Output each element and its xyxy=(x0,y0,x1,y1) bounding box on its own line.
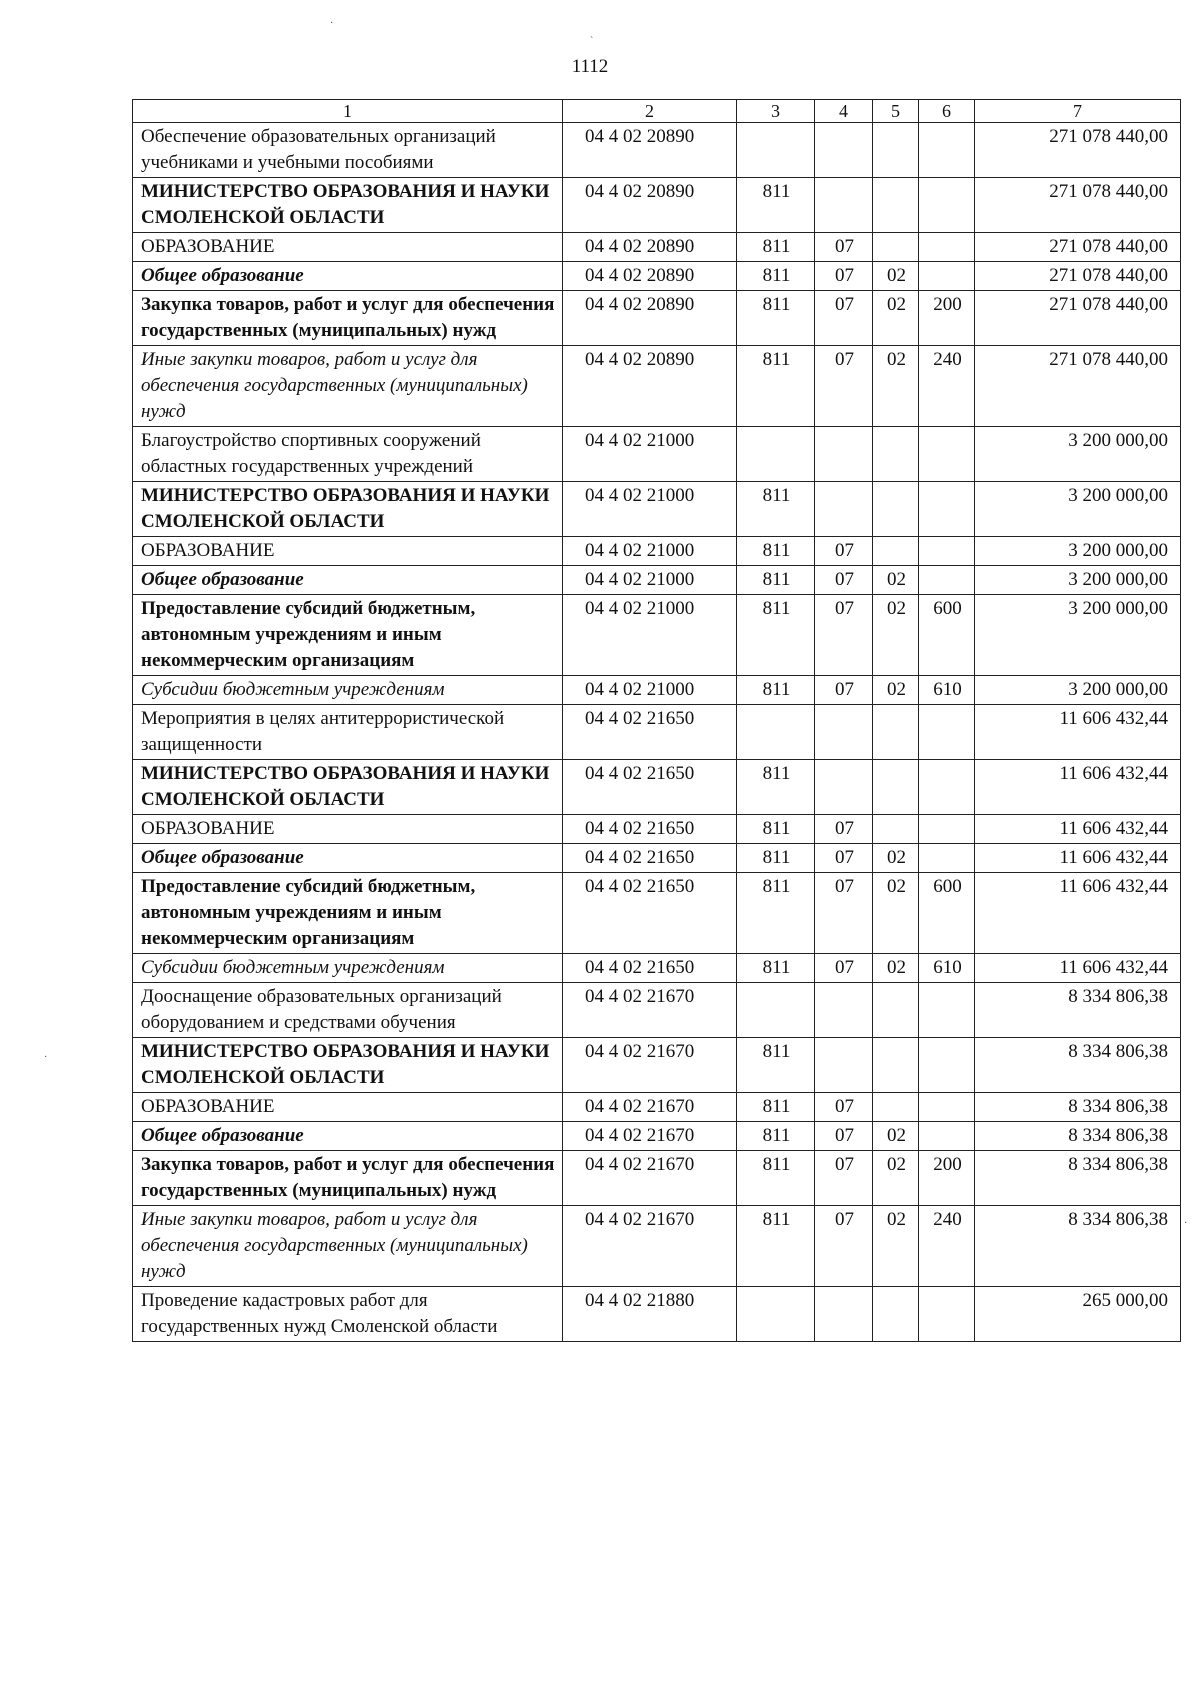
column-number-row xyxy=(133,100,1181,123)
ministry-code: 811 xyxy=(737,873,815,954)
section-code: 07 xyxy=(815,537,873,566)
amount-value: 11 606 432,44 xyxy=(975,954,1181,983)
expense-type-code: 610 xyxy=(919,676,975,705)
target-article-code: 04 4 02 20890 xyxy=(563,291,737,346)
subsection-code: 02 xyxy=(873,1206,919,1287)
target-article-code: 04 4 02 21670 xyxy=(563,983,737,1038)
subsection-code: 02 xyxy=(873,346,919,427)
expense-type-code xyxy=(919,537,975,566)
target-article-code: 04 4 02 20890 xyxy=(563,233,737,262)
ministry-code: 811 xyxy=(737,233,815,262)
subsection-code: 02 xyxy=(873,566,919,595)
amount-value: 271 078 440,00 xyxy=(975,291,1181,346)
section-code: 07 xyxy=(815,262,873,291)
scan-speck: · xyxy=(44,1052,48,1063)
target-article-code: 04 4 02 21670 xyxy=(563,1093,737,1122)
amount-value: 11 606 432,44 xyxy=(975,873,1181,954)
amount-value: 3 200 000,00 xyxy=(975,537,1181,566)
table-row xyxy=(133,262,1181,291)
table-row xyxy=(133,595,1181,676)
expense-type-code xyxy=(919,760,975,815)
section-code xyxy=(815,1287,873,1342)
ministry-code xyxy=(737,123,815,178)
amount-value: 3 200 000,00 xyxy=(975,676,1181,705)
expense-type-code xyxy=(919,482,975,537)
target-article-code: 04 4 02 21000 xyxy=(563,427,737,482)
ministry-code: 811 xyxy=(737,566,815,595)
expense-type-code: 600 xyxy=(919,595,975,676)
ministry-code: 811 xyxy=(737,1038,815,1093)
target-article-code: 04 4 02 20890 xyxy=(563,346,737,427)
subsection-code xyxy=(873,1038,919,1093)
expense-type-code: 240 xyxy=(919,1206,975,1287)
table-row xyxy=(133,1151,1181,1206)
expense-type-code: 240 xyxy=(919,346,975,427)
column-number: 5 xyxy=(873,100,919,123)
column-number: 7 xyxy=(975,100,1181,123)
table-row xyxy=(133,233,1181,262)
scan-speck: · xyxy=(1184,1218,1188,1229)
target-article-code: 04 4 02 21000 xyxy=(563,676,737,705)
amount-value: 11 606 432,44 xyxy=(975,705,1181,760)
row-name: Благоустройство спортивных сооружений областных государственных учреждений xyxy=(133,427,563,482)
amount-value: 271 078 440,00 xyxy=(975,262,1181,291)
ministry-code: 811 xyxy=(737,482,815,537)
expense-type-code: 200 xyxy=(919,1151,975,1206)
expense-type-code xyxy=(919,262,975,291)
column-number: 1 xyxy=(133,100,563,123)
section-code: 07 xyxy=(815,1122,873,1151)
expense-type-code xyxy=(919,1093,975,1122)
expense-type-code xyxy=(919,983,975,1038)
row-name: Предоставление субсидий бюджетным, автономным учреждениям и иным некоммерческим организациям xyxy=(133,595,563,676)
section-code xyxy=(815,760,873,815)
table-row xyxy=(133,983,1181,1038)
target-article-code: 04 4 02 20890 xyxy=(563,123,737,178)
amount-value: 271 078 440,00 xyxy=(975,178,1181,233)
table-row xyxy=(133,1206,1181,1287)
column-number: 4 xyxy=(815,100,873,123)
section-code xyxy=(815,983,873,1038)
expense-type-code xyxy=(919,178,975,233)
amount-value: 3 200 000,00 xyxy=(975,427,1181,482)
section-code: 07 xyxy=(815,291,873,346)
table-row xyxy=(133,1038,1181,1093)
subsection-code: 02 xyxy=(873,676,919,705)
section-code xyxy=(815,178,873,233)
ministry-code: 811 xyxy=(737,1206,815,1287)
expense-type-code xyxy=(919,1122,975,1151)
page-number: 1112 xyxy=(571,56,609,77)
row-name: МИНИСТЕРСТВО ОБРАЗОВАНИЯ И НАУКИ СМОЛЕНСКОЙ ОБЛАСТИ xyxy=(133,760,563,815)
expense-type-code xyxy=(919,566,975,595)
target-article-code: 04 4 02 21650 xyxy=(563,705,737,760)
expense-type-code xyxy=(919,123,975,178)
row-name: Общее образование xyxy=(133,1122,563,1151)
amount-value: 11 606 432,44 xyxy=(975,815,1181,844)
row-name: Общее образование xyxy=(133,566,563,595)
row-name: МИНИСТЕРСТВО ОБРАЗОВАНИЯ И НАУКИ СМОЛЕНСКОЙ ОБЛАСТИ xyxy=(133,178,563,233)
table-row xyxy=(133,346,1181,427)
amount-value: 8 334 806,38 xyxy=(975,983,1181,1038)
subsection-code xyxy=(873,427,919,482)
column-number: 3 xyxy=(737,100,815,123)
subsection-code xyxy=(873,705,919,760)
amount-value: 11 606 432,44 xyxy=(975,760,1181,815)
row-name: Субсидии бюджетным учреждениям xyxy=(133,676,563,705)
table-row xyxy=(133,1122,1181,1151)
expense-type-code xyxy=(919,844,975,873)
row-name: Закупка товаров, работ и услуг для обеспечения государственных (муниципальных) нужд xyxy=(133,291,563,346)
amount-value: 265 000,00 xyxy=(975,1287,1181,1342)
row-name: ОБРАЗОВАНИЕ xyxy=(133,815,563,844)
ministry-code: 811 xyxy=(737,346,815,427)
column-number: 6 xyxy=(919,100,975,123)
table-row xyxy=(133,482,1181,537)
amount-value: 271 078 440,00 xyxy=(975,233,1181,262)
section-code: 07 xyxy=(815,954,873,983)
table-row xyxy=(133,123,1181,178)
ministry-code: 811 xyxy=(737,537,815,566)
row-name: Мероприятия в целях антитеррористической защищенности xyxy=(133,705,563,760)
table-row xyxy=(133,537,1181,566)
amount-value: 8 334 806,38 xyxy=(975,1038,1181,1093)
subsection-code xyxy=(873,233,919,262)
row-name: Общее образование xyxy=(133,844,563,873)
ministry-code: 811 xyxy=(737,954,815,983)
ministry-code: 811 xyxy=(737,1122,815,1151)
amount-value: 3 200 000,00 xyxy=(975,482,1181,537)
ministry-code: 811 xyxy=(737,844,815,873)
target-article-code: 04 4 02 21670 xyxy=(563,1038,737,1093)
section-code: 07 xyxy=(815,676,873,705)
ministry-code: 811 xyxy=(737,760,815,815)
target-article-code: 04 4 02 21670 xyxy=(563,1151,737,1206)
section-code xyxy=(815,427,873,482)
amount-value: 8 334 806,38 xyxy=(975,1206,1181,1287)
ministry-code xyxy=(737,983,815,1038)
target-article-code: 04 4 02 21670 xyxy=(563,1206,737,1287)
target-article-code: 04 4 02 21000 xyxy=(563,482,737,537)
table-row xyxy=(133,815,1181,844)
expense-type-code xyxy=(919,1287,975,1342)
ministry-code xyxy=(737,427,815,482)
ministry-code: 811 xyxy=(737,676,815,705)
section-code: 07 xyxy=(815,873,873,954)
row-name: Обеспечение образовательных организаций учебниками и учебными пособиями xyxy=(133,123,563,178)
subsection-code xyxy=(873,123,919,178)
row-name: МИНИСТЕРСТВО ОБРАЗОВАНИЯ И НАУКИ СМОЛЕНСКОЙ ОБЛАСТИ xyxy=(133,482,563,537)
section-code xyxy=(815,705,873,760)
expense-type-code xyxy=(919,233,975,262)
ministry-code: 811 xyxy=(737,815,815,844)
target-article-code: 04 4 02 21650 xyxy=(563,815,737,844)
table-row xyxy=(133,760,1181,815)
section-code xyxy=(815,482,873,537)
target-article-code: 04 4 02 21000 xyxy=(563,537,737,566)
subsection-code: 02 xyxy=(873,595,919,676)
target-article-code: 04 4 02 21000 xyxy=(563,595,737,676)
amount-value: 11 606 432,44 xyxy=(975,844,1181,873)
subsection-code xyxy=(873,983,919,1038)
row-name: Закупка товаров, работ и услуг для обеспечения государственных (муниципальных) нужд xyxy=(133,1151,563,1206)
table-row xyxy=(133,1093,1181,1122)
row-name: Субсидии бюджетным учреждениям xyxy=(133,954,563,983)
subsection-code: 02 xyxy=(873,1122,919,1151)
amount-value: 271 078 440,00 xyxy=(975,346,1181,427)
scan-speck: ` xyxy=(590,36,594,47)
row-name: Иные закупки товаров, работ и услуг для обеспечения государственных (муниципальных) нужд xyxy=(133,346,563,427)
expense-type-code: 600 xyxy=(919,873,975,954)
ministry-code: 811 xyxy=(737,595,815,676)
target-article-code: 04 4 02 21650 xyxy=(563,873,737,954)
expense-type-code: 610 xyxy=(919,954,975,983)
section-code: 07 xyxy=(815,595,873,676)
amount-value: 3 200 000,00 xyxy=(975,566,1181,595)
table-row xyxy=(133,676,1181,705)
section-code: 07 xyxy=(815,844,873,873)
amount-value: 3 200 000,00 xyxy=(975,595,1181,676)
table-row xyxy=(133,1287,1181,1342)
amount-value: 8 334 806,38 xyxy=(975,1122,1181,1151)
section-code: 07 xyxy=(815,566,873,595)
amount-value: 8 334 806,38 xyxy=(975,1151,1181,1206)
target-article-code: 04 4 02 21880 xyxy=(563,1287,737,1342)
table-row xyxy=(133,873,1181,954)
expense-type-code: 200 xyxy=(919,291,975,346)
target-article-code: 04 4 02 21650 xyxy=(563,760,737,815)
ministry-code xyxy=(737,705,815,760)
section-code: 07 xyxy=(815,346,873,427)
row-name: Иные закупки товаров, работ и услуг для обеспечения государственных (муниципальных) нужд xyxy=(133,1206,563,1287)
column-number: 2 xyxy=(563,100,737,123)
section-code: 07 xyxy=(815,1093,873,1122)
ministry-code: 811 xyxy=(737,1093,815,1122)
target-article-code: 04 4 02 21650 xyxy=(563,844,737,873)
expense-type-code xyxy=(919,705,975,760)
section-code: 07 xyxy=(815,1206,873,1287)
budget-table xyxy=(132,99,1181,1342)
amount-value: 271 078 440,00 xyxy=(975,123,1181,178)
expense-type-code xyxy=(919,427,975,482)
subsection-code xyxy=(873,760,919,815)
ministry-code: 811 xyxy=(737,1151,815,1206)
subsection-code: 02 xyxy=(873,844,919,873)
row-name: ОБРАЗОВАНИЕ xyxy=(133,537,563,566)
subsection-code: 02 xyxy=(873,954,919,983)
table-body xyxy=(133,123,1181,1342)
expense-type-code xyxy=(919,815,975,844)
row-name: ОБРАЗОВАНИЕ xyxy=(133,1093,563,1122)
table-row xyxy=(133,427,1181,482)
subsection-code: 02 xyxy=(873,1151,919,1206)
ministry-code: 811 xyxy=(737,178,815,233)
row-name: Дооснащение образовательных организаций оборудованием и средствами обучения xyxy=(133,983,563,1038)
subsection-code xyxy=(873,178,919,233)
section-code: 07 xyxy=(815,815,873,844)
section-code xyxy=(815,123,873,178)
ministry-code xyxy=(737,1287,815,1342)
subsection-code: 02 xyxy=(873,262,919,291)
section-code: 07 xyxy=(815,1151,873,1206)
row-name: Общее образование xyxy=(133,262,563,291)
row-name: МИНИСТЕРСТВО ОБРАЗОВАНИЯ И НАУКИ СМОЛЕНСКОЙ ОБЛАСТИ xyxy=(133,1038,563,1093)
subsection-code xyxy=(873,1287,919,1342)
target-article-code: 04 4 02 21670 xyxy=(563,1122,737,1151)
table-row xyxy=(133,291,1181,346)
ministry-code: 811 xyxy=(737,291,815,346)
ministry-code: 811 xyxy=(737,262,815,291)
section-code xyxy=(815,1038,873,1093)
table-row xyxy=(133,844,1181,873)
target-article-code: 04 4 02 20890 xyxy=(563,262,737,291)
subsection-code xyxy=(873,815,919,844)
section-code: 07 xyxy=(815,233,873,262)
subsection-code xyxy=(873,1093,919,1122)
table-row xyxy=(133,954,1181,983)
target-article-code: 04 4 02 21000 xyxy=(563,566,737,595)
scan-speck: · xyxy=(330,18,334,29)
row-name: Проведение кадастровых работ для государственных нужд Смоленской области xyxy=(133,1287,563,1342)
table-row xyxy=(133,705,1181,760)
target-article-code: 04 4 02 21650 xyxy=(563,954,737,983)
row-name: Предоставление субсидий бюджетным, автономным учреждениям и иным некоммерческим организациям xyxy=(133,873,563,954)
target-article-code: 04 4 02 20890 xyxy=(563,178,737,233)
subsection-code: 02 xyxy=(873,291,919,346)
subsection-code: 02 xyxy=(873,873,919,954)
amount-value: 8 334 806,38 xyxy=(975,1093,1181,1122)
subsection-code xyxy=(873,537,919,566)
expense-type-code xyxy=(919,1038,975,1093)
row-name: ОБРАЗОВАНИЕ xyxy=(133,233,563,262)
subsection-code xyxy=(873,482,919,537)
table-row xyxy=(133,566,1181,595)
table-row xyxy=(133,178,1181,233)
